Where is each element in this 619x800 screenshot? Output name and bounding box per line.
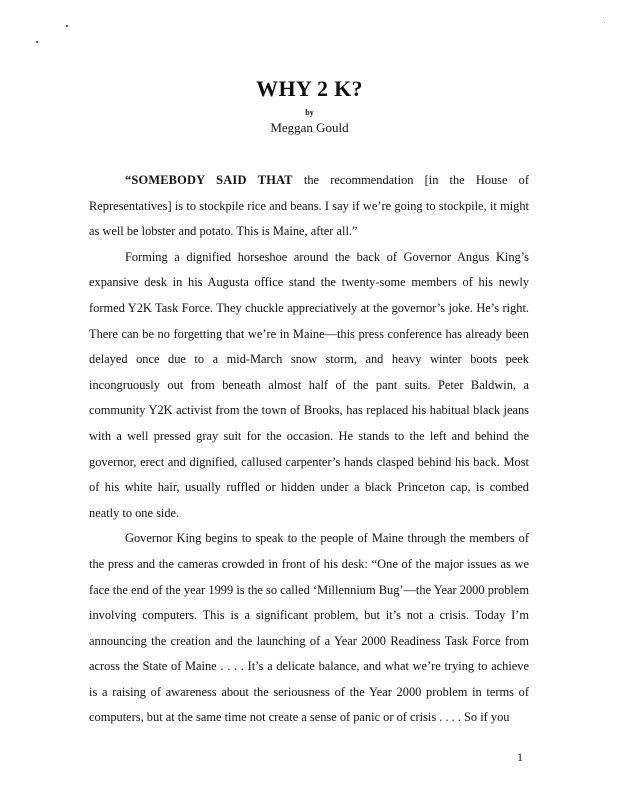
byline-by: by bbox=[305, 108, 314, 117]
paragraph-3: Governor King begins to speak to the people of Maine through the members of the press and the cameras crowded in front of his desk: “One of the major issues as we face the end of the year 1999 is the so called ‘Millennium Bug’—the Year 2000 problem involving computers. This is a significant problem, but it’s not a crisis. Today I’m announcing the creation and the launching of a Year 2000 Readiness Task Force from across the State of Maine . . . . It’s a delicate balance, and what we’re trying to achieve is a raising of awareness about the seriousness of the Year 2000 problem in terms of computers, but at the same time not create a sense of panic or of crisis . . . . So if you bbox=[89, 531, 529, 725]
paragraph-1 bbox=[89, 168, 529, 245]
paragraph-1-text: the recommendation [in the House of Representatives] is to stockpile rice and beans. I say if we’re going to stockpile, it might as well be lobster and potato. This is Maine, after all.” bbox=[89, 173, 529, 239]
byline-author: Meggan Gould bbox=[270, 120, 349, 135]
page-number: 1 bbox=[517, 750, 523, 764]
lead-in: “SOMEBODY SAID THAT bbox=[125, 173, 293, 187]
article-title: WHY 2 K? bbox=[256, 76, 363, 101]
scan-speck bbox=[604, 22, 605, 23]
scan-speck bbox=[36, 41, 38, 43]
article-body bbox=[89, 168, 529, 731]
scan-speck bbox=[66, 25, 68, 27]
paragraph-2: Forming a dignified horseshoe around the back of Governor Angus King’s expansive desk in his Augusta office stand the twenty-some members of his newly formed Y2K Task Force. They chuckle appreciatively at the governor’s joke. He’s right. There can be no forgetting that we’re in Maine—this press conference has already been delayed once due to a mid-March snow storm, and heavy winter boots peek incongruously out from beneath almost half of the pant suits. Peter Baldwin, a community Y2K activist from the town of Brooks, has replaced his habitual black jeans with a well pressed gray suit for the occasion. He stands to the left and behind the governor, erect and dignified, callused carpenter’s hands clasped behind his back. Most of his white hair, usually ruffled or hidden under a black Princeton cap, is combed neatly to one side. bbox=[89, 249, 529, 520]
